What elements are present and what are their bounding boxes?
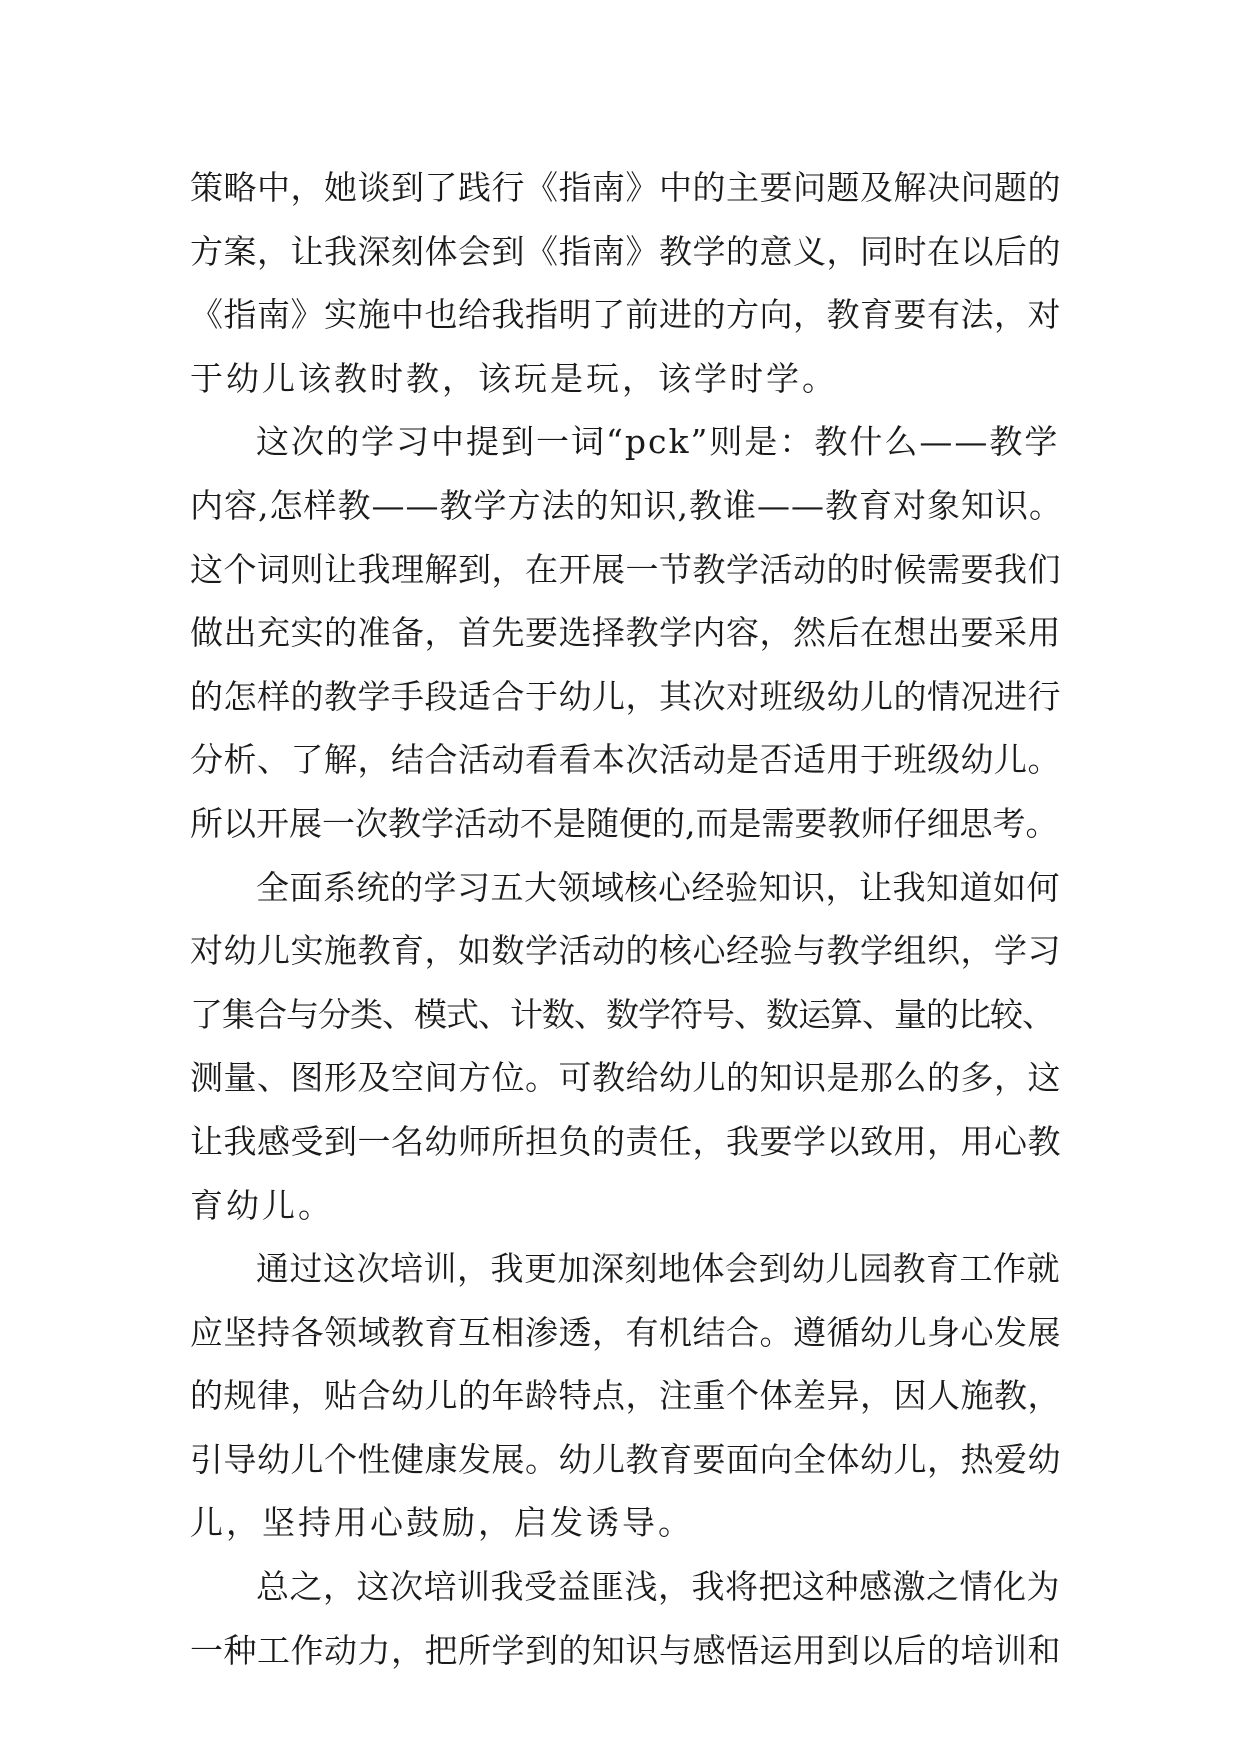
text-line: 让我感受到一名幼师所担负的责任，我要学以致用，用心教 xyxy=(190,1121,1061,1161)
text-line: 引导幼儿个性健康发展。幼儿教育要面向全体幼儿，热爱幼 xyxy=(190,1439,1061,1479)
text-line: 育幼儿。 xyxy=(190,1185,334,1225)
text-line: 分析、了解，结合活动看看本次活动是否适用于班级幼儿。 xyxy=(190,740,1061,780)
text-line: 策略中，她谈到了践行《指南》中的主要问题及解决问题的 xyxy=(190,168,1061,207)
text-line: 《指南》实施中也给我指明了前进的方向，教育要有法，对 xyxy=(190,295,1061,335)
text-line: 的怎样的教学手段适合于幼儿，其次对班级幼儿的情况进行 xyxy=(190,676,1061,716)
text-line: 做出充实的准备，首先要选择教学内容，然后在想出要采用 xyxy=(190,613,1061,653)
text-line: 方案，让我深刻体会到《指南》教学的意义，同时在以后的 xyxy=(190,231,1061,271)
text-line: 一种工作动力，把所学到的知识与感悟运用到以后的培训和 xyxy=(190,1630,1061,1670)
text-line: 内容,怎样教——教学方法的知识,教谁——教育对象知识。 xyxy=(190,485,1063,525)
body-text xyxy=(190,156,1065,1682)
text-line: 了集合与分类、模式、计数、数学符号、数运算、量的比较、 xyxy=(190,994,1054,1034)
text-line: 的规律，贴合幼儿的年龄特点，注重个体差异，因人施教， xyxy=(190,1376,1061,1416)
text-line: 测量、图形及空间方位。可教给幼儿的知识是那么的多，这 xyxy=(190,1058,1061,1098)
text-line: 儿，坚持用心鼓励，启发诱导。 xyxy=(190,1503,694,1543)
text-line: 所以开展一次教学活动不是随便的,而是需要教师仔细思考。 xyxy=(190,803,1059,843)
text-line: 应坚持各领域教育互相渗透，有机结合。遵循幼儿身心发展 xyxy=(190,1312,1061,1352)
text-line: 通过这次培训，我更加深刻地体会到幼儿园教育工作就 xyxy=(256,1249,1060,1289)
text-line: 全面系统的学习五大领域核心经验知识，让我知道如何 xyxy=(256,867,1060,907)
text-line: 这次的学习中提到一词“pck”则是：教什么——教学 xyxy=(256,422,1060,462)
text-line: 对幼儿实施教育，如数学活动的核心经验与教学组织，学习 xyxy=(190,931,1061,971)
text-line: 这个词则让我理解到，在开展一节教学活动的时候需要我们 xyxy=(190,549,1061,589)
text-line: 于幼儿该教时教，该玩是玩，该学时学。 xyxy=(190,358,838,398)
text-line: 总之，这次培训我受益匪浅，我将把这种感激之情化为 xyxy=(256,1567,1060,1607)
